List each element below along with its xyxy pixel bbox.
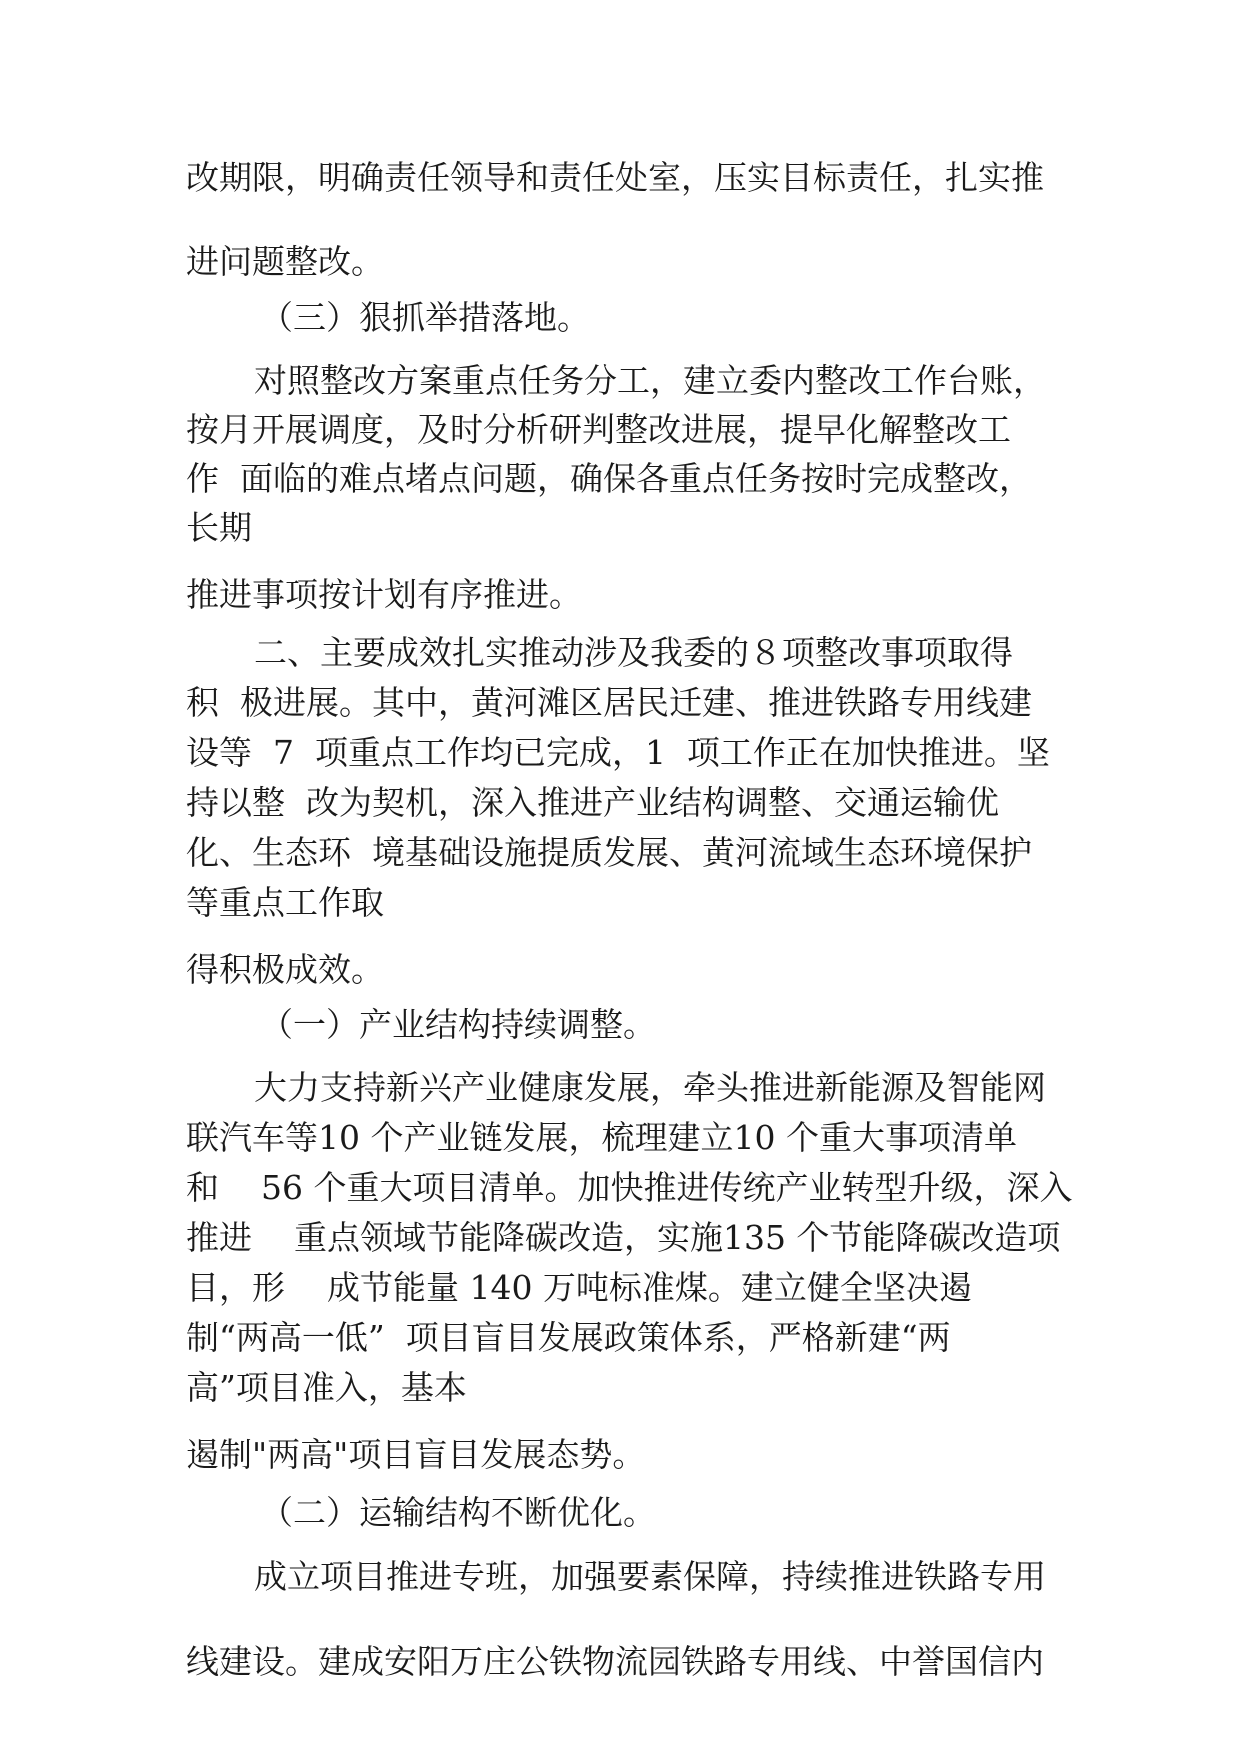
text-line: 持以整 改为契机，深入推进产业结构调整、交通运输优: [186, 783, 999, 822]
section-heading: （三）狠抓举措落地。: [260, 298, 590, 337]
text-line: 按月开展调度，及时分析研判整改进展，提早化解整改工: [186, 410, 1011, 449]
text-line: 联汽车等10 个产业链发展，梳理建立10 个重大事项清单: [186, 1118, 1017, 1157]
text-line: 进问题整改。: [186, 242, 384, 281]
text-line: 设等 7 项重点工作均已完成，1 项工作正在加快推进。坚: [186, 733, 1050, 772]
text-line: 作 面临的难点堵点问题，确保各重点任务按时完成整改，: [186, 459, 1032, 498]
text-line: 积 极进展。其中，黄河滩区居民迁建、推进铁路专用线建: [186, 683, 1032, 722]
text-line: 化、生态环 境基础设施提质发展、黄河流域生态环境保护: [186, 833, 1032, 872]
text-line: 推进事项按计划有序推进。: [186, 575, 582, 614]
text-line: 和 56 个重大项目清单。加快推进传统产业转型升级，深入: [186, 1168, 1073, 1207]
text-line: 大力支持新兴产业健康发展，牵头推进新能源及智能网: [254, 1068, 1046, 1107]
text-line: 目，形 成节能量 140 万吨标准煤。建立健全坚决遏: [186, 1268, 972, 1307]
text-line: 二、主要成效扎实推动涉及我委的８项整改事项取得: [254, 633, 1013, 672]
text-line: 成立项目推进专班，加强要素保障，持续推进铁路专用: [254, 1557, 1046, 1596]
text-line: 遏制"两高"项目盲目发展态势。: [186, 1435, 646, 1474]
text-line: 高”项目准入，基本: [186, 1368, 467, 1407]
section-heading: （二）运输结构不断优化。: [260, 1493, 656, 1532]
section-heading: （一）产业结构持续调整。: [260, 1005, 656, 1044]
text-line: 得积极成效。: [186, 950, 384, 989]
text-line: 推进 重点领域节能降碳改造，实施135 个节能降碳改造项: [186, 1218, 1061, 1257]
text-line: 等重点工作取: [186, 883, 384, 922]
text-line: 对照整改方案重点任务分工，建立委内整改工作台账，: [254, 361, 1046, 400]
text-line: 制“两高一低” 项目盲目发展政策体系，严格新建“两: [186, 1318, 951, 1357]
text-line: 长期: [186, 508, 252, 547]
text-line: 改期限，明确责任领导和责任处室，压实目标责任，扎实推: [186, 158, 1044, 197]
text-line: 线建设。建成安阳万庄公铁物流园铁路专用线、中誉国信内: [186, 1642, 1044, 1681]
